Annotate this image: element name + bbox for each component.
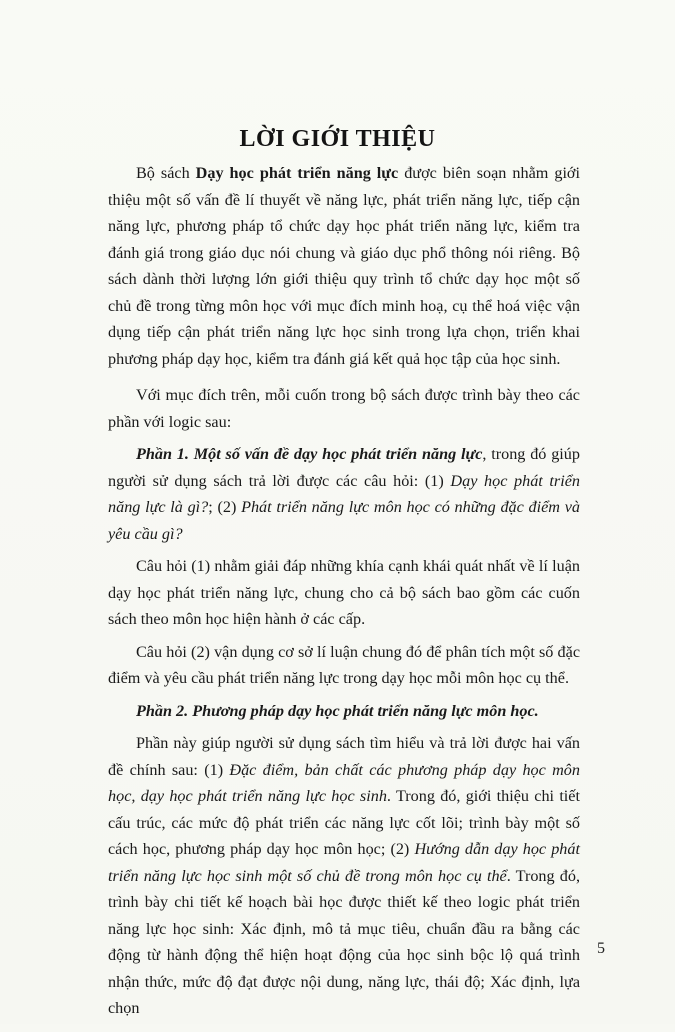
text-run: , trong đó giúp người sử dụng sách trả lời được các câu hỏi: (1) (108, 445, 580, 490)
paragraph-part1 (108, 441, 580, 547)
paragraph-part2 (108, 730, 580, 1022)
text-run: . Trong đó, giới thiệu chi tiết cấu trúc, các mức độ phát triển các năng lực cốt lõi; trình bày một số cách học, phương pháp dạy học môn học; (2) (108, 787, 580, 858)
part1-heading: Phần 1. Một số vấn đề dạy học phát triển năng lực (136, 445, 483, 463)
question-1: Dạy học phát triển năng lực là gì? (108, 471, 580, 516)
issue-2: Hướng dẫn dạy học phát triển năng lực học sinh một số chủ đề trong môn học cụ thể (108, 840, 580, 885)
book-series-name: Dạy học phát triển năng lực (195, 164, 399, 182)
text-run: ; (2) (208, 498, 242, 516)
part2-heading: Phần 2. Phương pháp dạy học phát triển năng lực môn học. (136, 701, 539, 720)
paragraph-intro (108, 160, 580, 372)
page-number: 5 (597, 940, 605, 957)
question-2: Phát triển năng lực môn học có những đặc điểm và yêu cầu gì? (108, 498, 580, 543)
page-title: LỜI GIỚI THIỆU (239, 126, 436, 152)
text-run: . Trong đó, trình bày chi tiết kế hoạch bài học được thiết kế theo logic phát triển năng lực học sinh: Xác định, mô tả mục tiêu, chuẩn đầu ra bằng các động từ hành động thể hiện hoạt động của học sinh bộc lộ quá trình nhận thức, mức độ đạt được nội dung, năng lực, thái độ; Xác định, lựa chọn (108, 866, 580, 1017)
issue-1: Đặc điểm, bản chất các phương pháp dạy học môn học, dạy học phát triển năng lực học sinh (108, 760, 580, 805)
paragraph-question2: Câu hỏi (2) vận dụng cơ sở lí luận chung đó để phân tích một số đặc điểm và yêu cầu phát triển năng lực trong dạy học mỗi môn học cụ thể. (108, 642, 580, 687)
paragraph-purpose: Với mục đích trên, mỗi cuốn trong bộ sách được trình bày theo các phần với logic sau: (108, 386, 580, 431)
paragraph-question1: Câu hỏi (1) nhằm giải đáp những khía cạnh khái quát nhất về lí luận dạy học phát triển năng lực, chung cho cả bộ sách bao gồm các cuốn sách theo môn học hiện hành ở các cấp. (108, 557, 580, 628)
text-run: được biên soạn nhằm giới thiệu một số vấn đề lí thuyết về năng lực, phát triển năng lực, tiếp cận năng lực, phương pháp tổ chức dạy học phát triển năng lực, kiểm tra đánh giá trong giáo dục nói chung và giáo dục phổ thông nói riêng. Bộ sách dành thời lượng lớn giới thiệu quy trình tổ chức dạy học một số chủ đề trong từng môn học với mục đích minh hoạ, cụ thể hoá việc vận dụng tiếp cận phát triển năng lực học sinh trong lựa chọn, triển khai phương pháp dạy học, kiểm tra đánh giá kết quả học tập của học sinh. (108, 164, 580, 368)
text-run: Phần này giúp người sử dụng sách tìm hiểu và trả lời được hai vấn đề chính sau: (1) (108, 734, 580, 779)
text-run: Bộ sách (136, 164, 196, 182)
body-text (108, 160, 580, 1032)
